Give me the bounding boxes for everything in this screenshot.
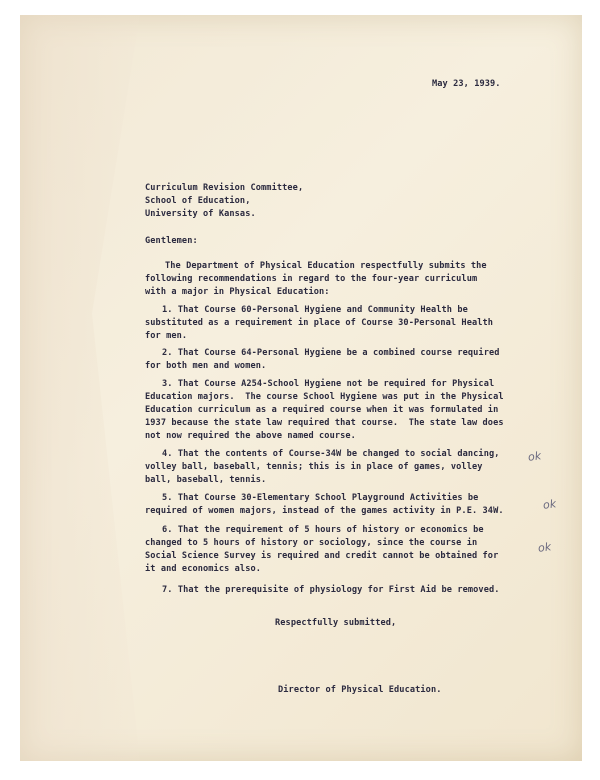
intro-line-2: following recommendations in regard to the four-year curriculum bbox=[145, 274, 478, 284]
item-1-line-1: 1. That Course 60-Personal Hygiene and Community Health be bbox=[162, 305, 468, 315]
intro-line-1: The Department of Physical Education respectfully submits the bbox=[165, 261, 487, 271]
address-line-1: Curriculum Revision Committee, bbox=[145, 183, 304, 193]
item-3-line-2: Education majors. The course School Hygiene was put in the Physical bbox=[145, 392, 504, 402]
item-1-line-3: for men. bbox=[145, 331, 188, 341]
item-7-line-1: 7. That the prerequisite of physiology for First Aid be removed. bbox=[162, 585, 500, 595]
item-5-line-1: 5. That Course 30-Elementary School Playground Activities be bbox=[162, 493, 479, 503]
margin-mark-ok-3: ok bbox=[537, 540, 552, 555]
item-3-line-4: 1937 because the state law required that course. The state law does bbox=[145, 418, 504, 428]
item-6-line-1: 6. That the requirement of 5 hours of history or economics be bbox=[162, 525, 484, 535]
item-1-line-2: substituted as a requirement in place of Course 30-Personal Health bbox=[145, 318, 494, 328]
item-6-line-3: Social Science Survey is required and credit cannot be obtained for bbox=[145, 551, 499, 561]
closing: Respectfully submitted, bbox=[275, 618, 397, 628]
letter-date: May 23, 1939. bbox=[432, 79, 501, 89]
item-4-line-2: volley ball, baseball, tennis; this is in place of games, volley bbox=[145, 462, 483, 472]
salutation: Gentlemen: bbox=[145, 236, 198, 246]
item-5-line-2: required of women majors, instead of the games activity in P.E. 34W. bbox=[145, 506, 504, 516]
item-4-line-3: ball, baseball, tennis. bbox=[145, 475, 267, 485]
margin-mark-ok-2: ok bbox=[542, 497, 557, 512]
item-4-line-1: 4. That the contents of Course-34W be changed to social dancing, bbox=[162, 449, 500, 459]
address-line-3: University of Kansas. bbox=[145, 209, 256, 219]
item-2-line-2: for both men and women. bbox=[145, 361, 267, 371]
item-2-line-1: 2. That Course 64-Personal Hygiene be a combined course required bbox=[162, 348, 500, 358]
signature-title: Director of Physical Education. bbox=[278, 685, 442, 695]
item-3-line-3: Education curriculum as a required course when it was formulated in bbox=[145, 405, 499, 415]
intro-line-3: with a major in Physical Education: bbox=[145, 287, 330, 297]
item-3-line-5: not now required the above named course. bbox=[145, 431, 356, 441]
item-6-line-4: it and economics also. bbox=[145, 564, 262, 574]
item-6-line-2: changed to 5 hours of history or sociology, since the course in bbox=[145, 538, 478, 548]
margin-mark-ok-1: ok bbox=[527, 449, 542, 464]
item-3-line-1: 3. That Course A254-School Hygiene not be required for Physical bbox=[162, 379, 495, 389]
address-line-2: School of Education, bbox=[145, 196, 251, 206]
